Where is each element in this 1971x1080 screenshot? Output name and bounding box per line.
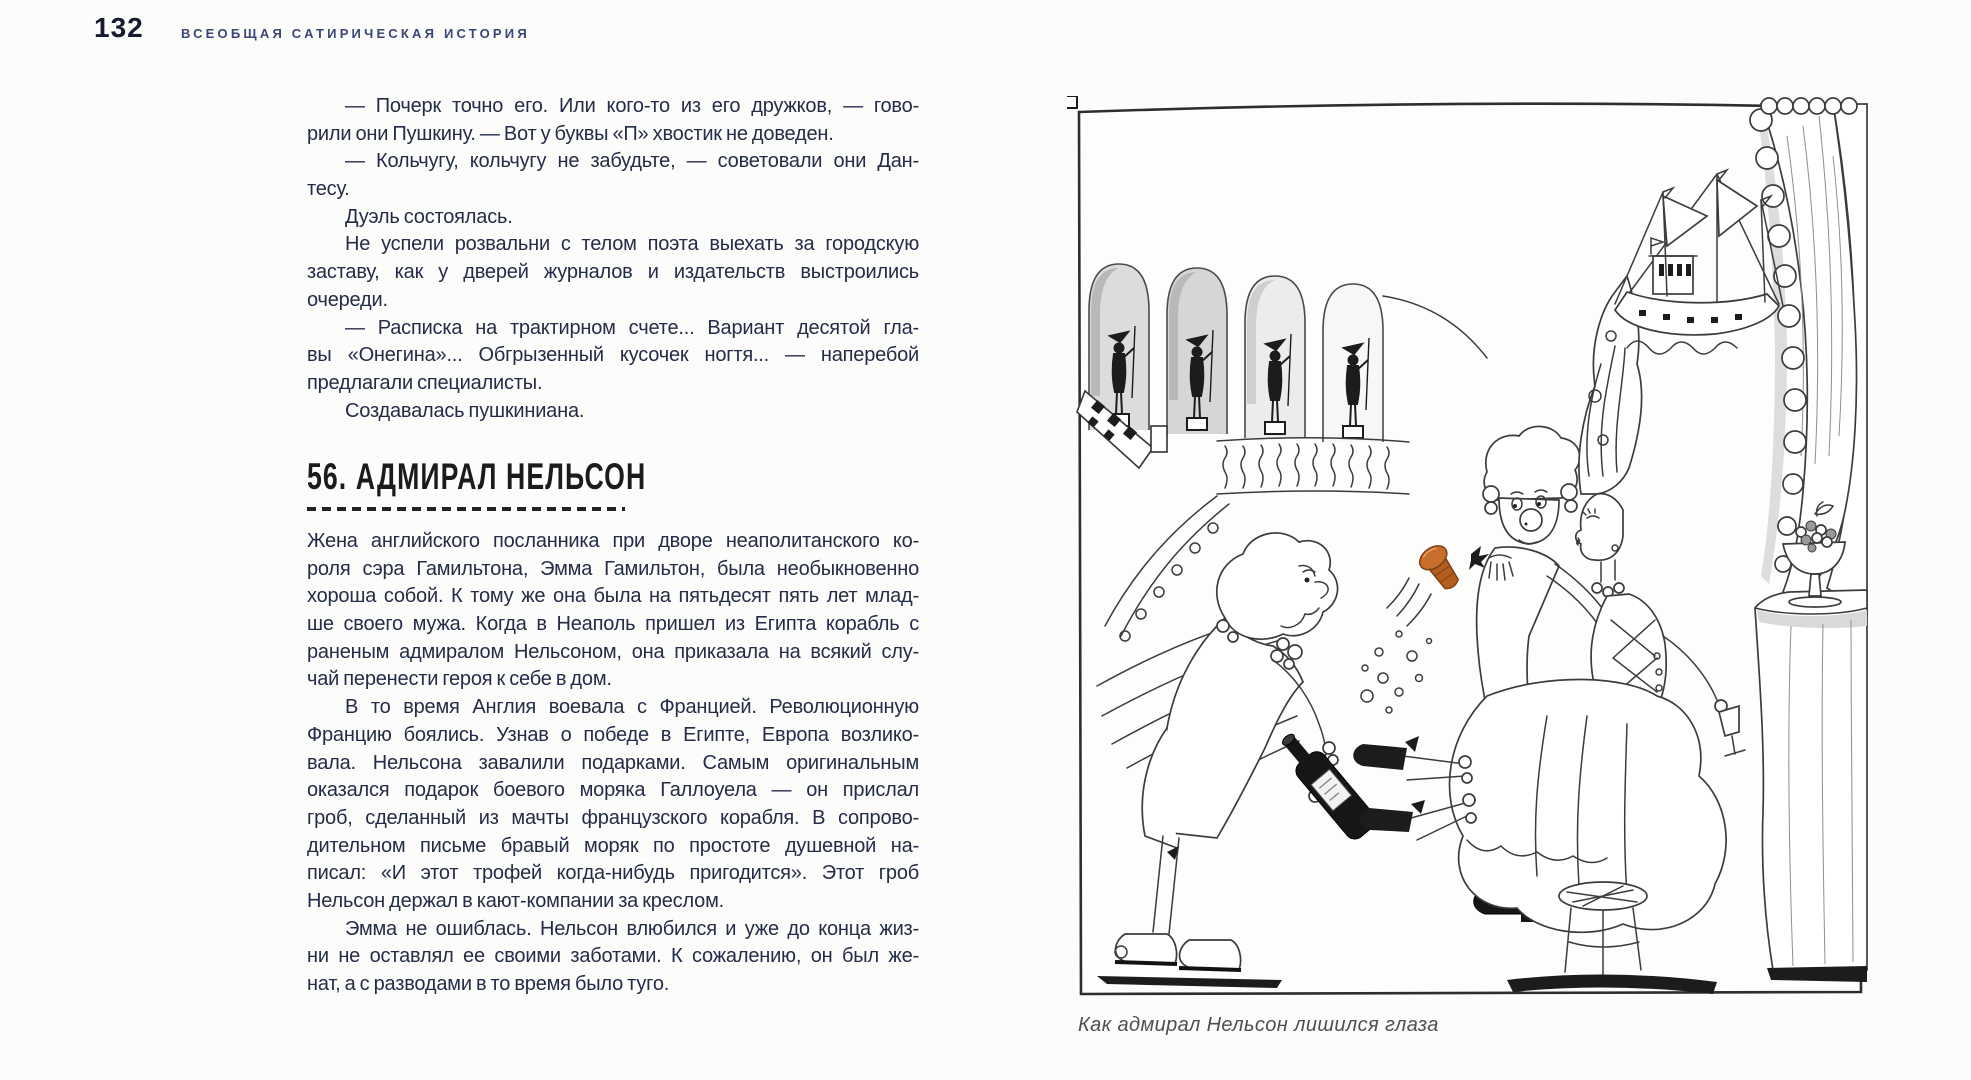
text-line: Эмма не ошиблась. Нельсон влюбился и уже до конца жиз- bbox=[345, 917, 919, 940]
text-line: ни не оставлял ее своими заботами. К сожалению, он был же- bbox=[307, 945, 919, 968]
text-line: Дуэль состоялась. bbox=[345, 205, 513, 228]
paragraph bbox=[307, 204, 919, 232]
illustration-caption: Как адмирал Нельсон лишился глаза bbox=[1078, 1014, 1439, 1036]
text-line: — Почерк точно его. Или кого-то из его дружков, — гово- bbox=[345, 95, 919, 117]
text-line: Не успели розвальни с телом поэта выехать за городскую bbox=[345, 233, 919, 256]
text-line: вы «Онегина»... Обгрызенный кусочек ногтя... — наперебой bbox=[307, 344, 919, 367]
text-line: ше своего мужа. Когда в Неаполь пришел из Египта корабль с bbox=[307, 613, 919, 636]
text-line: Нельсон держал в кают-компании за креслом. bbox=[307, 889, 724, 912]
paragraph bbox=[307, 148, 919, 203]
page-number: 132 bbox=[94, 12, 144, 43]
text-line: роля сэра Гамильтона, Эмма Гамильтон, была необыкновенно bbox=[307, 557, 919, 580]
text-line: рили они Пушкину. — Вот у буквы «П» хвостик не доведен. bbox=[307, 122, 834, 145]
text-line: вала. Нельсона завалили подарками. Самым оригинальным bbox=[307, 751, 919, 774]
text-line: нат, а с разводами в то время было туго. bbox=[307, 973, 670, 995]
paragraph bbox=[307, 528, 919, 694]
text-line: В то время Англия воевала с Францией. Революционную bbox=[345, 696, 919, 719]
paragraph bbox=[307, 916, 919, 999]
paragraph bbox=[307, 231, 919, 314]
text-line: гроб, сделанный из мачты французского корабля. В сопрово- bbox=[307, 806, 919, 829]
text-line: Создавалась пушкиниана. bbox=[345, 399, 585, 422]
paragraph bbox=[307, 315, 919, 398]
heading-dashed-underline bbox=[307, 507, 625, 511]
paragraph bbox=[307, 398, 919, 426]
text-line: тесу. bbox=[307, 178, 350, 201]
text-line: чай перенести героя к себе в дом. bbox=[307, 668, 612, 691]
paragraph bbox=[307, 694, 919, 916]
running-header: ВСЕОБЩАЯ САТИРИЧЕСКАЯ ИСТОРИЯ bbox=[181, 26, 530, 41]
text-line: дительном письме бравый моряк по простоте душевной на- bbox=[307, 834, 919, 857]
cartoon-illustration bbox=[1067, 96, 1869, 1004]
pushkin-text-column bbox=[307, 93, 919, 425]
text-line: — Кольчугу, кольчугу не забудьте, — советовали они Дан- bbox=[345, 150, 919, 173]
text-line: предлагали специалисты. bbox=[307, 371, 543, 394]
section-heading: 56. АДМИРАЛ НЕЛЬСОН bbox=[307, 456, 647, 497]
text-line: раненым адмиралом Нельсоном, она приказала на всякий слу- bbox=[307, 640, 919, 663]
nelson-text-column bbox=[307, 528, 919, 999]
text-line: оказался подарок боевого моряка Галлоуела — он прислал bbox=[307, 779, 919, 802]
text-line: Францию боялись. Узнав о победе в Египте, Европа возлико- bbox=[307, 723, 919, 746]
text-line: хороша собой. К тому же она была на пятьдесят пять лет млад- bbox=[307, 585, 919, 608]
text-line: очереди. bbox=[307, 288, 388, 311]
text-line: писал: «И этот трофей когда-нибудь пригодится». Этот гроб bbox=[307, 862, 919, 885]
text-line: заставу, как у дверей журналов и издательств выстроились bbox=[307, 261, 919, 284]
paragraph bbox=[307, 93, 919, 148]
text-line: — Расписка на трактирном счете... Вариант десятой гла- bbox=[345, 316, 919, 339]
text-line: Жена английского посланника при дворе неаполитанского ко- bbox=[307, 530, 919, 552]
